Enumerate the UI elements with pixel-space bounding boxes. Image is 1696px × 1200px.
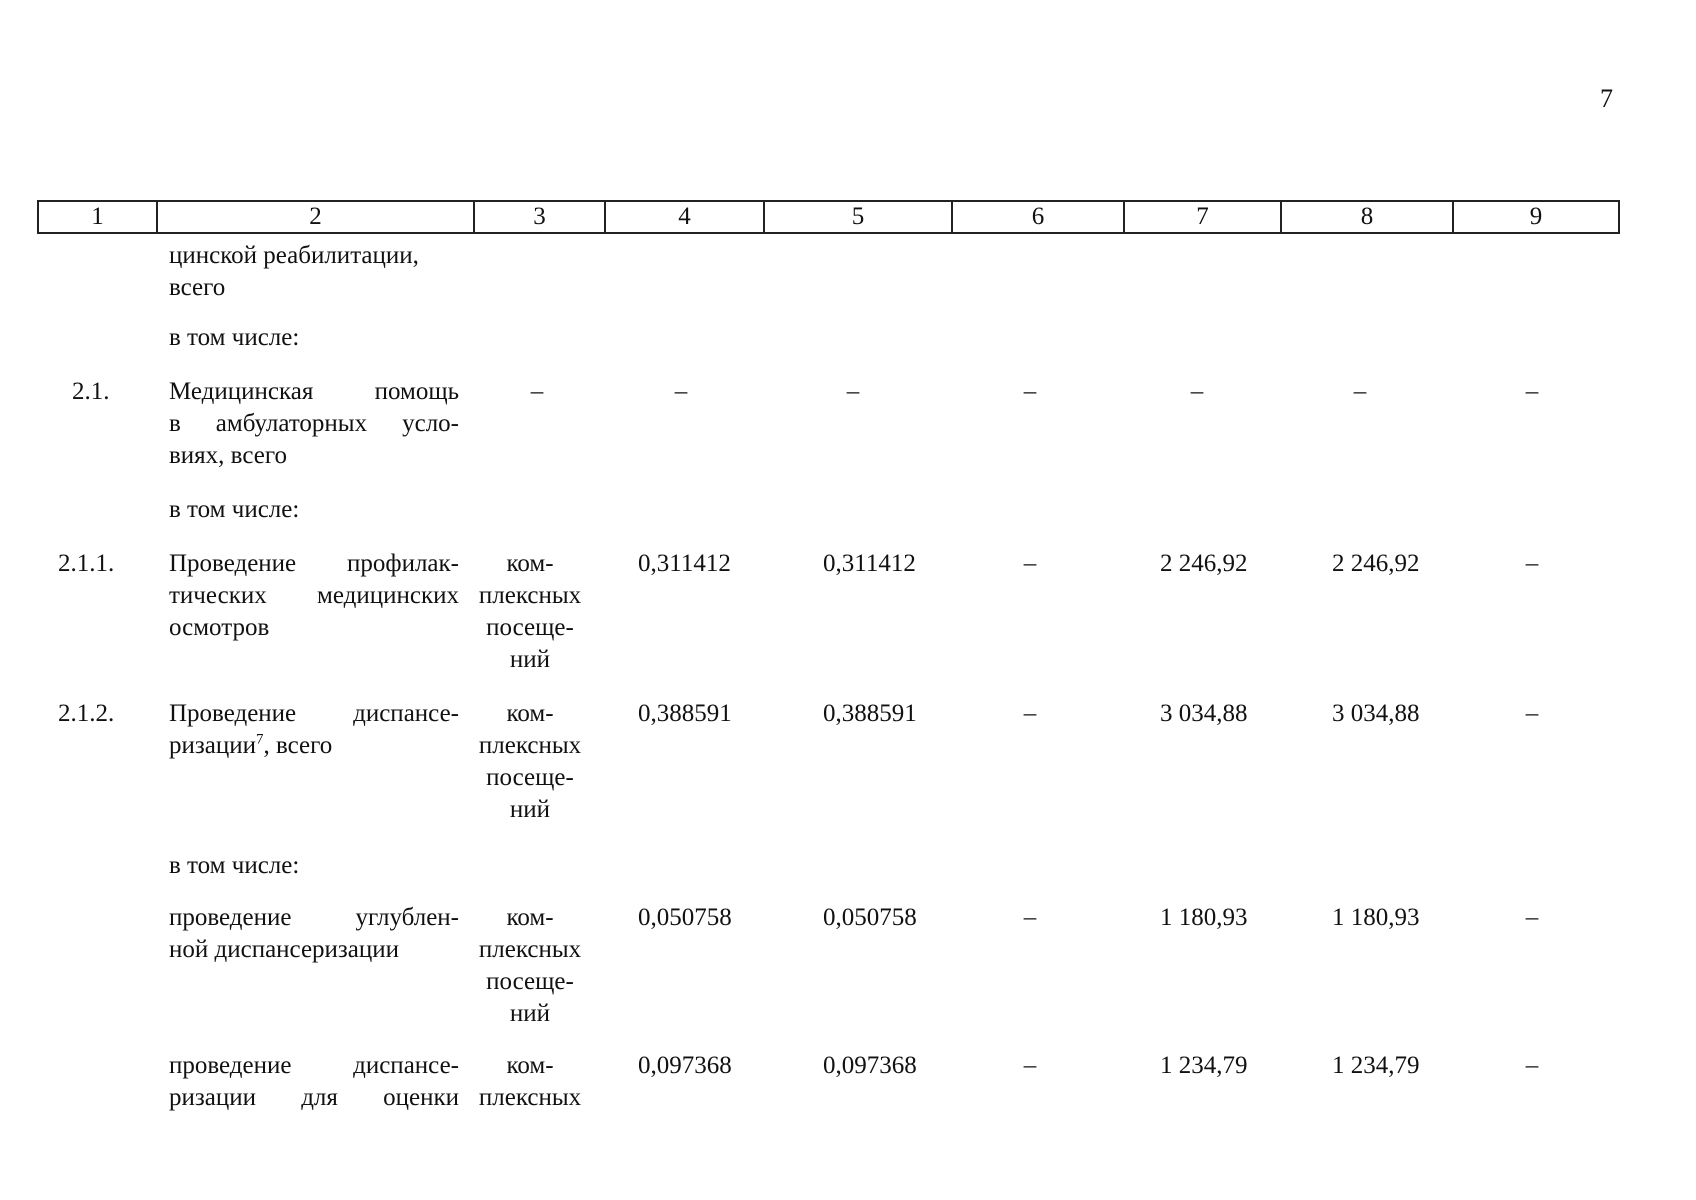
- footnote-marker: 7: [256, 731, 264, 748]
- column-number-1: 1: [38, 201, 157, 233]
- cell-col-9: –: [1525, 700, 1539, 727]
- cell-col-5: 0,311412: [823, 550, 916, 577]
- unit-of-measure: ком- плексных посеще- ний: [478, 904, 582, 1027]
- cell-col-9: –: [1525, 378, 1539, 405]
- cell-col-7: –: [1190, 378, 1204, 405]
- cell-col-5: 0,050758: [823, 904, 917, 931]
- cell-col-4: 0,388591: [638, 700, 732, 727]
- cell-col-8: 3 034,88: [1332, 700, 1420, 727]
- row-number: 2.1.: [72, 378, 110, 405]
- cell-col-6: –: [1023, 904, 1037, 931]
- column-number-5: 5: [764, 201, 952, 233]
- column-number-8: 8: [1281, 201, 1453, 233]
- row-number: 2.1.1.: [58, 550, 115, 577]
- row-name: Проведение диспансе- ризации$^7$, всего: [169, 700, 459, 759]
- row-name: Медицинская помощь в амбулаторных усло- виях, всего: [169, 378, 459, 469]
- cell-col-9: –: [1525, 550, 1539, 577]
- cell-col-4: 0,311412: [638, 550, 731, 577]
- unit-of-measure: ком- плексных посеще- ний: [478, 700, 582, 823]
- cell-col-6: –: [1023, 700, 1037, 727]
- cell-col-8: –: [1353, 378, 1367, 405]
- column-number-6: 6: [952, 201, 1124, 233]
- cell-col-5: 0,097368: [823, 1052, 917, 1079]
- column-number-3: 3: [474, 201, 605, 233]
- page-number: 7: [1600, 84, 1613, 113]
- cell-col-6: –: [1023, 1052, 1037, 1079]
- in-total-label: в том числе:: [169, 496, 300, 523]
- cell-col-6: –: [1023, 550, 1037, 577]
- column-number-9: 9: [1453, 201, 1619, 233]
- column-number-2: 2: [157, 201, 474, 233]
- column-number-7: 7: [1124, 201, 1281, 233]
- cell-col-8: 1 180,93: [1332, 904, 1420, 931]
- cell-col-7: 1 234,79: [1160, 1052, 1248, 1079]
- row-name: проведение углублен- ной диспансеризации: [169, 904, 459, 963]
- cell-col-7: 2 246,92: [1160, 550, 1248, 577]
- cell-col-7: 1 180,93: [1160, 904, 1248, 931]
- unit-of-measure: ком- плексных: [478, 1052, 582, 1111]
- in-total-label: в том числе:: [169, 852, 300, 879]
- cell-col-4: 0,097368: [638, 1052, 732, 1079]
- cell-col-8: 1 234,79: [1332, 1052, 1420, 1079]
- cell-col-3: –: [530, 378, 544, 405]
- column-number-4: 4: [605, 201, 764, 233]
- cell-col-4: –: [674, 378, 688, 405]
- cell-col-9: –: [1525, 904, 1539, 931]
- row-name: Проведение профилак- тических медицинских осмотров: [169, 550, 459, 641]
- cell-col-7: 3 034,88: [1160, 700, 1248, 727]
- cell-col-6: –: [1023, 378, 1037, 405]
- cell-col-9: –: [1525, 1052, 1539, 1079]
- row-name: цинской реабилитации, всего: [169, 242, 419, 301]
- cell-col-5: 0,388591: [823, 700, 917, 727]
- unit-of-measure: ком- плексных посеще- ний: [478, 550, 582, 673]
- column-header-row: [37, 200, 1620, 234]
- cell-col-5: –: [846, 378, 860, 405]
- cell-col-8: 2 246,92: [1332, 550, 1420, 577]
- row-name: проведение диспансе- ризации для оценки: [169, 1052, 459, 1111]
- row-number: 2.1.2.: [58, 700, 115, 727]
- cell-col-4: 0,050758: [638, 904, 732, 931]
- in-total-label: в том числе:: [169, 324, 300, 351]
